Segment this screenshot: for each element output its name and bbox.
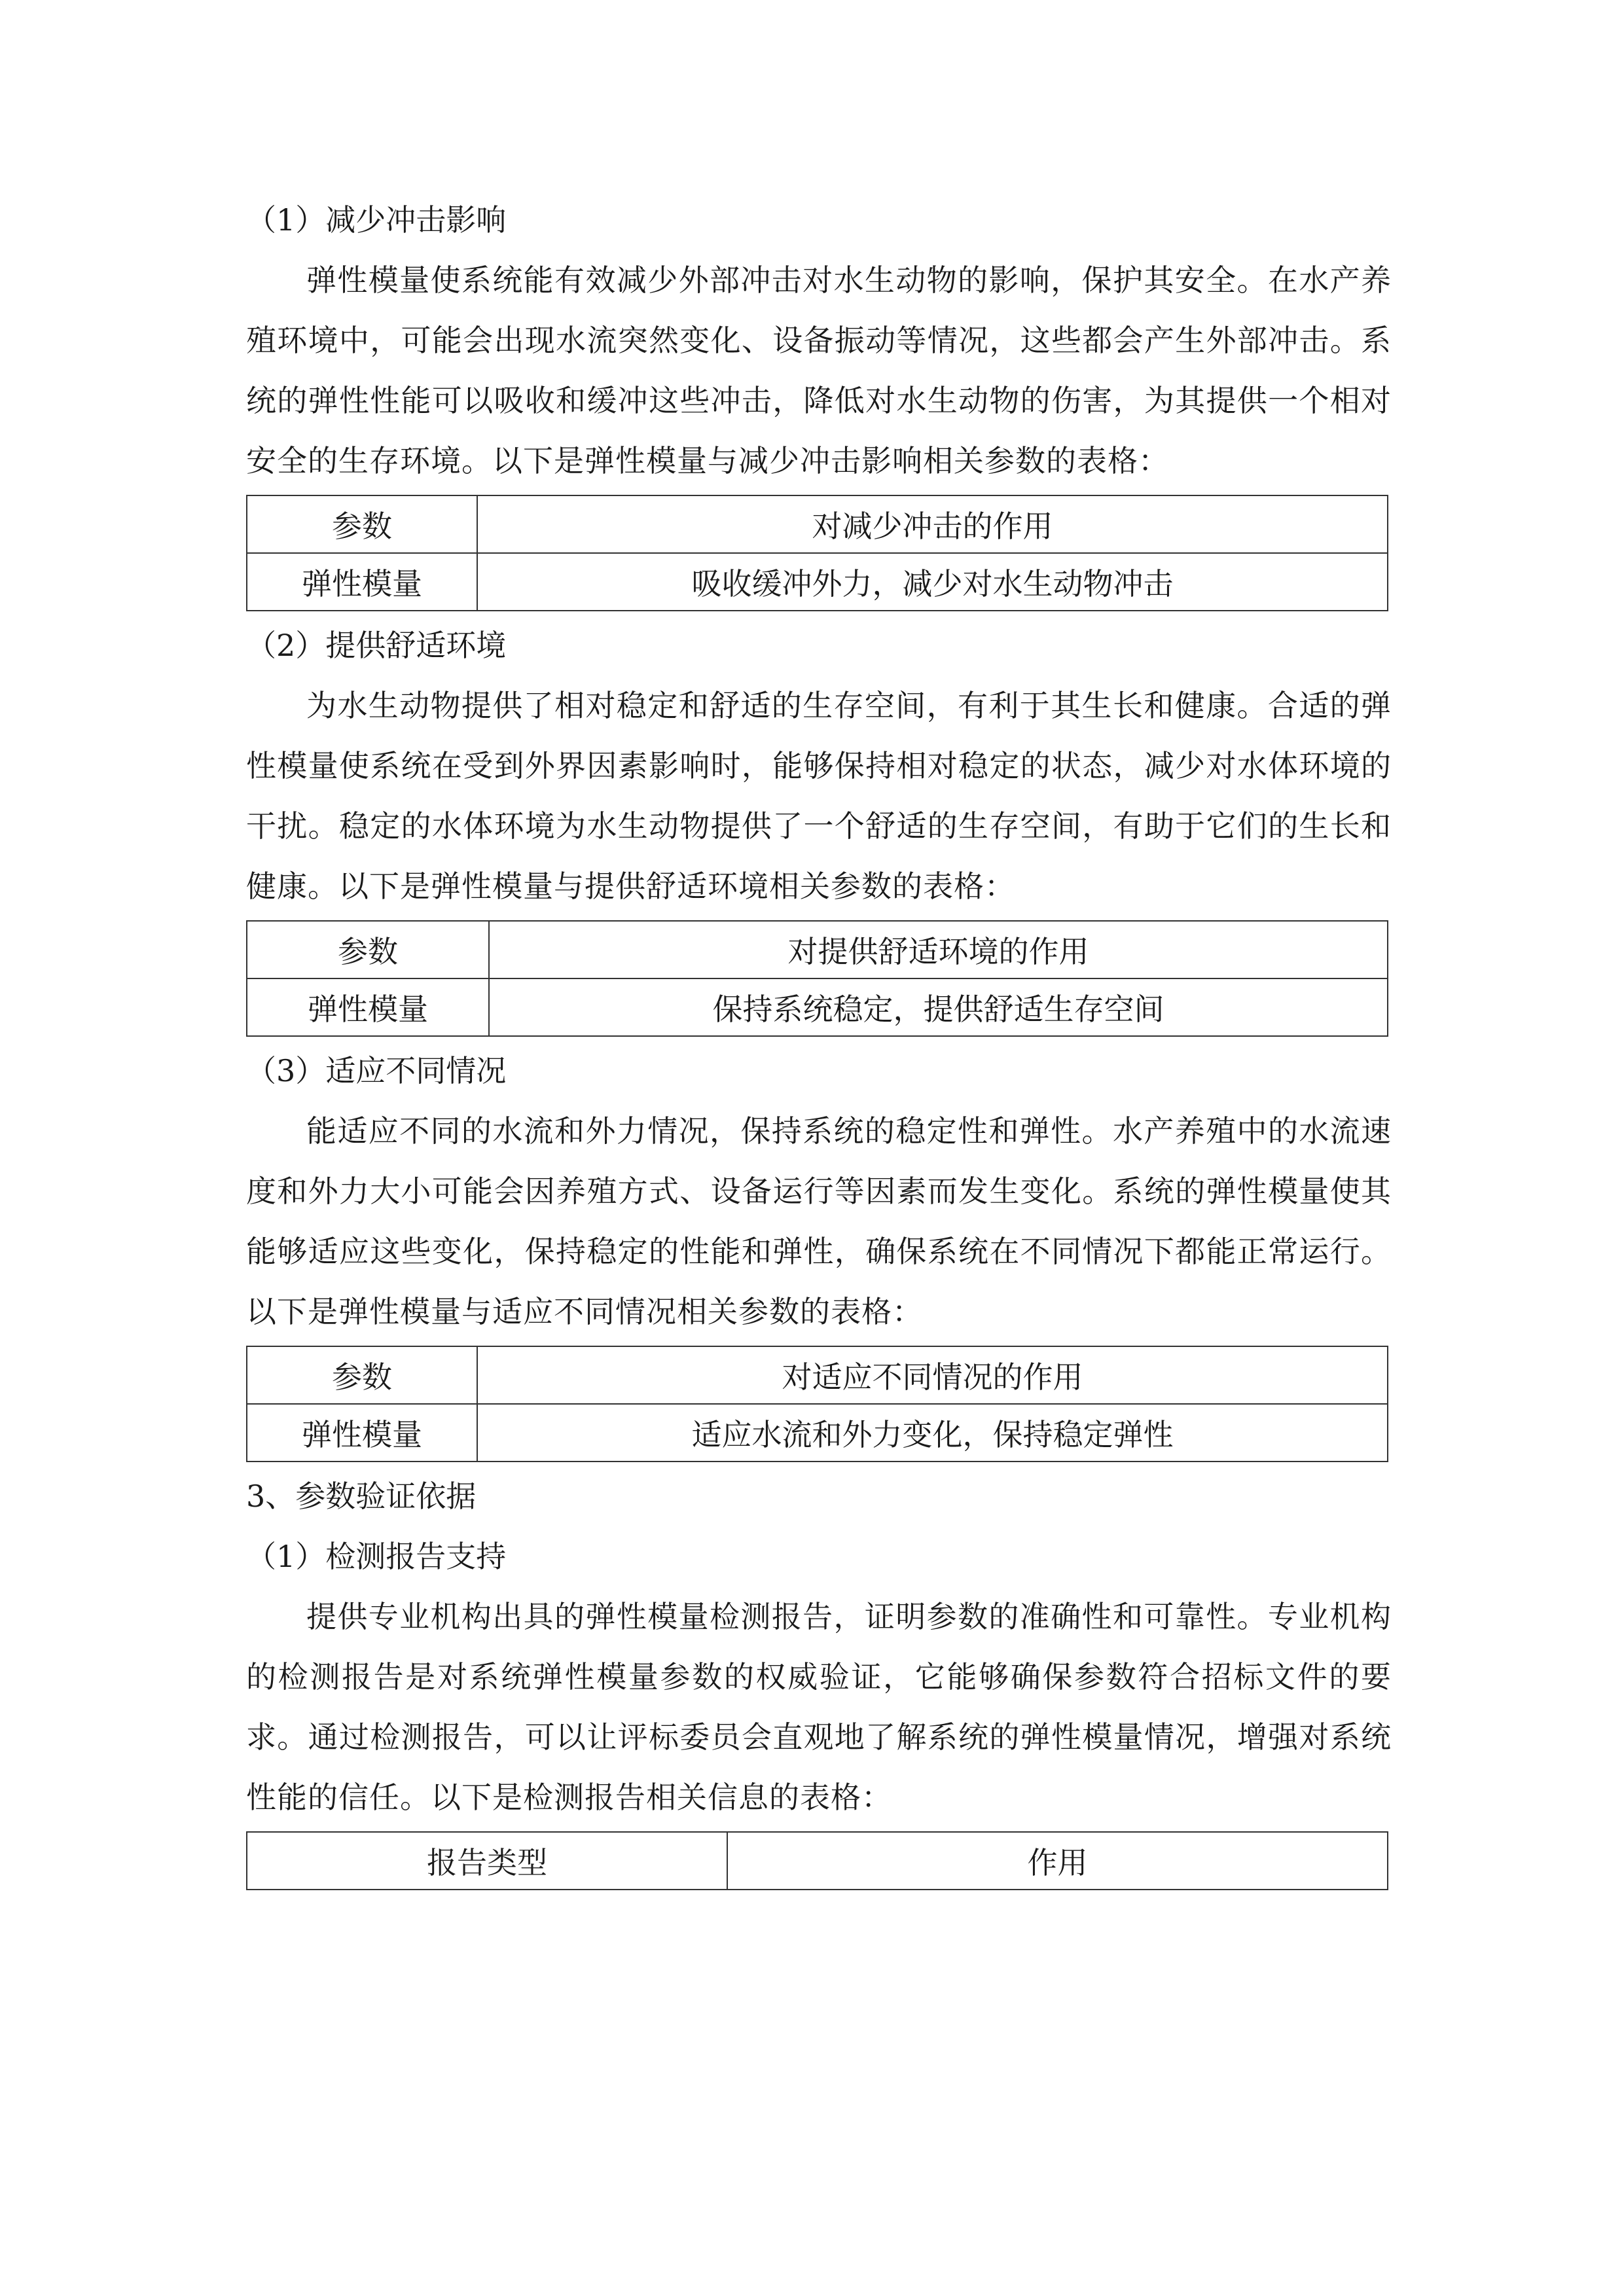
- table-cell: 弹性模量: [247, 978, 489, 1036]
- table-header-cell: 对减少冲击的作用: [477, 495, 1388, 553]
- section-heading: （1）减少冲击影响: [246, 202, 507, 238]
- section-heading: （1）检测报告支持: [246, 1539, 507, 1574]
- table-header-cell: 报告类型: [247, 1832, 727, 1890]
- parameter-table: [246, 1346, 1388, 1462]
- parameter-table: [246, 495, 1388, 611]
- table-header-row: [247, 1346, 1388, 1404]
- table-header-cell: 参数: [247, 495, 477, 553]
- table-header-cell: 对提供舒适环境的作用: [489, 921, 1388, 978]
- table-row: [247, 553, 1388, 611]
- table-row: [247, 978, 1388, 1036]
- table-header-cell: 对适应不同情况的作用: [477, 1346, 1388, 1404]
- parameter-table: [246, 920, 1388, 1037]
- section-paragraph: 为水生动物提供了相对稳定和舒适的生存空间，有利于其生长和健康。合适的弹性模量使系统在受到外界因素影响时，能够保持相对稳定的状态，减少对水体环境的干扰。稳定的水体环境为水生动物提供了一个舒适的生存空间，有助于它们的生长和健康。以下是弹性模量与提供舒适环境相关参数的表格：: [246, 688, 1392, 904]
- section-heading: （3）适应不同情况: [246, 1053, 507, 1088]
- table-cell: 弹性模量: [247, 1404, 477, 1462]
- chapter-heading: 3、参数验证依据: [246, 1479, 477, 1514]
- table-header-row: [247, 921, 1388, 978]
- table-cell: 弹性模量: [247, 553, 477, 611]
- table-cell: 适应水流和外力变化，保持稳定弹性: [477, 1404, 1388, 1462]
- table-header-cell: 参数: [247, 1346, 477, 1404]
- table-header-row: [247, 1832, 1388, 1890]
- table-cell: 吸收缓冲外力，减少对水生动物冲击: [477, 553, 1388, 611]
- table-row: [247, 1404, 1388, 1462]
- section-paragraph: 能适应不同的水流和外力情况，保持系统的稳定性和弹性。水产养殖中的水流速度和外力大小可能会因养殖方式、设备运行等因素而发生变化。系统的弹性模量使其能够适应这些变化，保持稳定的性能和弹性，确保系统在不同情况下都能正常运行。以下是弹性模量与适应不同情况相关参数的表格：: [246, 1113, 1392, 1329]
- section-paragraph: 提供专业机构出具的弹性模量检测报告，证明参数的准确性和可靠性。专业机构的检测报告是对系统弹性模量参数的权威验证，它能够确保参数符合招标文件的要求。通过检测报告，可以让评标委员会直观地了解系统的弹性模量情况，增强对系统性能的信任。以下是检测报告相关信息的表格：: [246, 1599, 1392, 1815]
- section-paragraph: 弹性模量使系统能有效减少外部冲击对水生动物的影响，保护其安全。在水产养殖环境中，可能会出现水流突然变化、设备振动等情况，这些都会产生外部冲击。系统的弹性性能可以吸收和缓冲这些冲击，降低对水生动物的伤害，为其提供一个相对安全的生存环境。以下是弹性模量与减少冲击影响相关参数的表格：: [246, 262, 1392, 478]
- table-header-cell: 作用: [727, 1832, 1388, 1890]
- document-page: [246, 190, 1392, 1894]
- table-header-row: [247, 495, 1388, 553]
- report-table: [246, 1831, 1388, 1890]
- section-heading: （2）提供舒适环境: [246, 628, 507, 663]
- table-header-cell: 参数: [247, 921, 489, 978]
- table-cell: 保持系统稳定，提供舒适生存空间: [489, 978, 1388, 1036]
